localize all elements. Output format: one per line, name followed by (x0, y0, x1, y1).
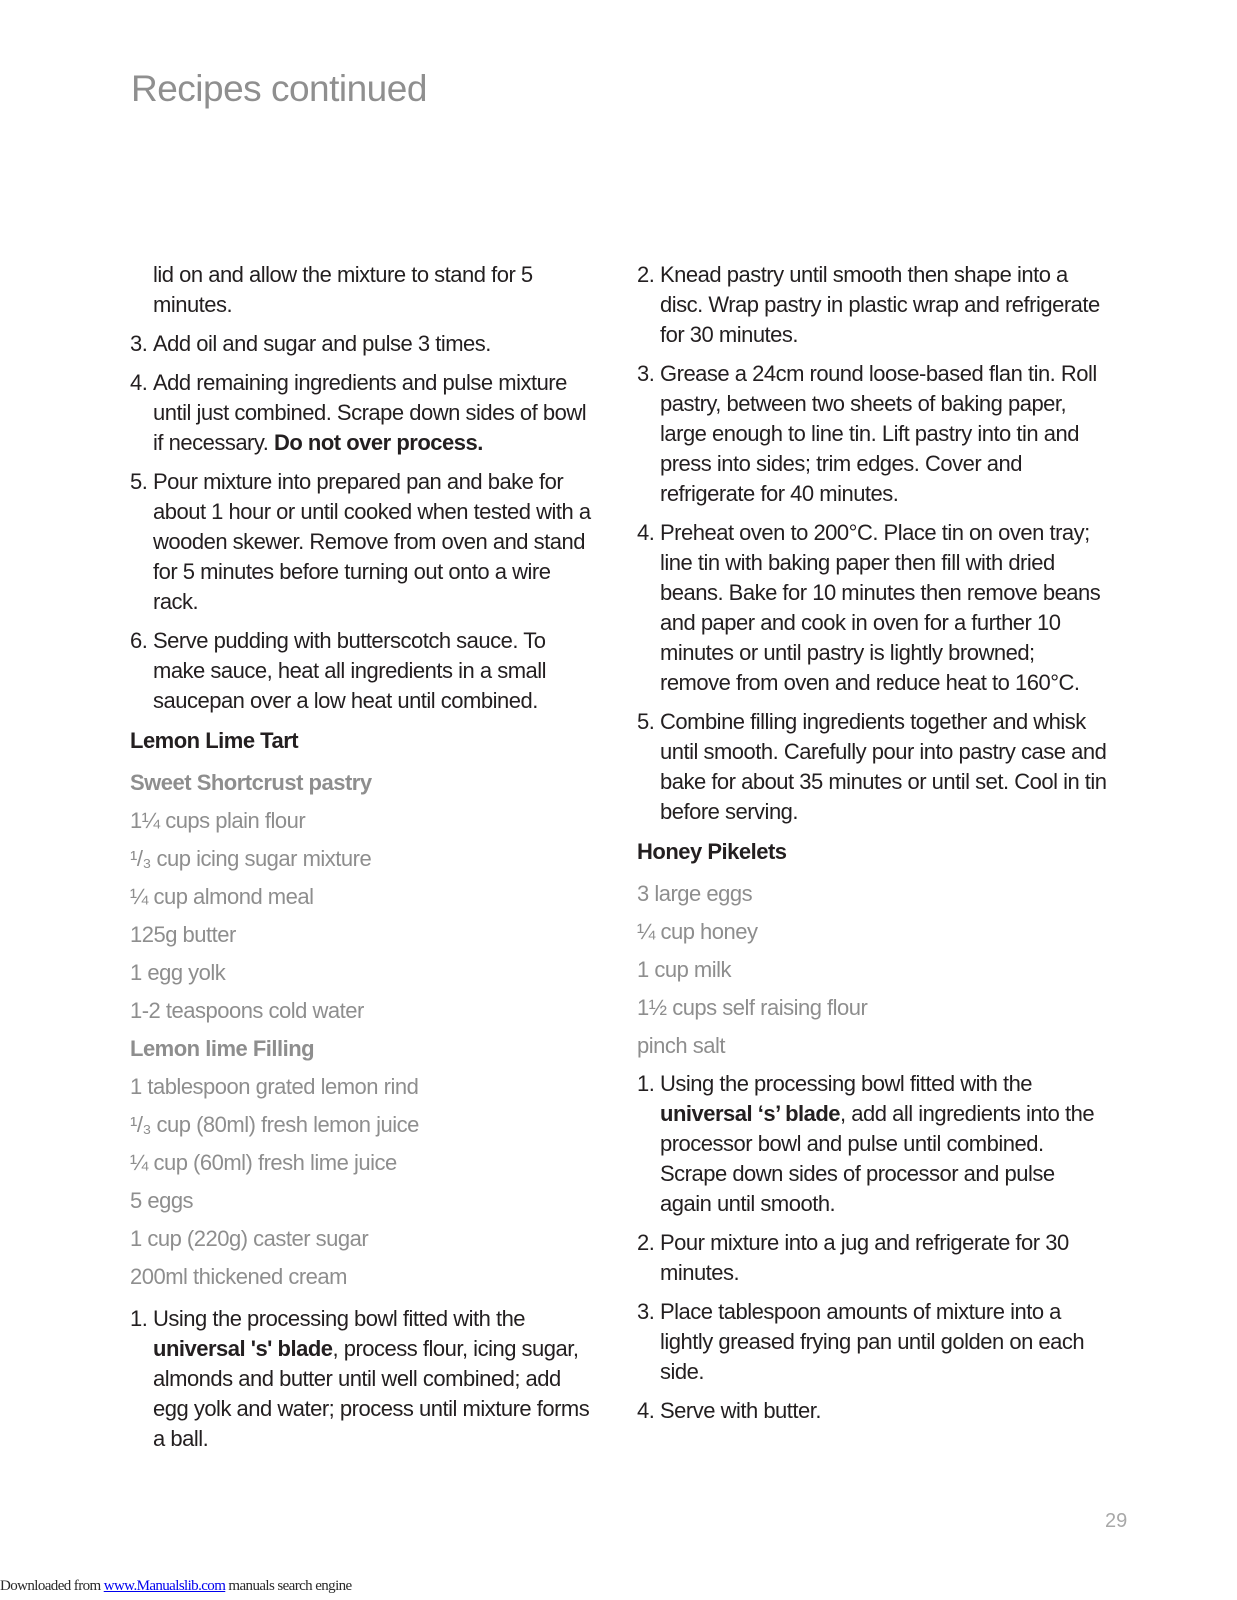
ingredient-item: 1 tablespoon grated lemon rind (130, 1074, 419, 1099)
footer-suffix: manuals search engine (225, 1578, 352, 1594)
step-text: Combine filling ingredients together and whisk until smooth. Carefully pour into pastry case and bake for about 35 minutes or until set. Cool in tin before serving. (660, 709, 1107, 824)
left-column (130, 260, 600, 1463)
ingredient-item: 3 large eggs (637, 881, 753, 906)
step-text: Grease a 24cm round loose-based flan tin. Roll pastry, between two sheets of baking paper, large enough to line tin. Lift pastry into tin and press into sides; trim edges. Cover and refrigerate for 40 minutes. (660, 361, 1097, 506)
step-item (637, 1396, 1107, 1426)
continued-step-text: lid on and allow the mixture to stand for 5 minutes. (153, 262, 533, 317)
step-item (637, 260, 1107, 350)
section-title: Sweet Shortcrust pastry (130, 770, 372, 795)
step-item (130, 329, 600, 359)
step-number: 4. (637, 520, 655, 545)
footer-prefix: Downloaded from (0, 1578, 104, 1594)
step-number: 5. (637, 709, 655, 734)
step-item (130, 368, 600, 458)
step-text: Knead pastry until smooth then shape into a disc. Wrap pastry in plastic wrap and refrigerate for 30 minutes. (660, 262, 1100, 347)
ingredient-item: ¹/₃ cup (80ml) fresh lemon juice (130, 1112, 419, 1137)
page-number: 29 (1105, 1510, 1128, 1532)
ingredient-item: 1 cup (220g) caster sugar (130, 1226, 369, 1251)
step-item (637, 1228, 1107, 1288)
right-column (637, 260, 1107, 1435)
step-emphasis: Do not over process. (273, 430, 483, 455)
ingredient-item: 1 egg yolk (130, 960, 226, 985)
step-text: Pour mixture into prepared pan and bake for about 1 hour or until cooked when tested with a wooden skewer. Remove from oven and stand for 5 minutes before turning out onto a wire rack. (153, 469, 591, 614)
manualslib-link[interactable]: www.Manualslib.com (103, 1578, 226, 1594)
step-text: Serve with butter. (660, 1398, 821, 1423)
step-text: Using the processing bowl fitted with the universal ‘s’ blade, add all ingredients into the processor bowl and pulse until combined. Scrape down sides of processor and pulse again until smooth. (660, 1071, 1095, 1216)
step-item (637, 1069, 1107, 1219)
ingredient-item: 1¼ cups plain flour (130, 808, 306, 833)
step-item (637, 707, 1107, 827)
step-text: Add remaining ingredients and pulse mixture until just combined. Scrape down sides of bowl if necessary. Do not over process. (153, 370, 587, 455)
ingredient-item: ¼ cup almond meal (130, 884, 314, 909)
step-item (637, 1297, 1107, 1387)
step-text: Preheat oven to 200°C. Place tin on oven tray; line tin with baking paper then fill with dried beans. Bake for 10 minutes then remove beans and paper and cook in oven for a further 10 minutes or until pastry is lightly browned; remove from oven and reduce heat to 160°C. (660, 520, 1101, 695)
section-title: Lemon lime Filling (130, 1036, 315, 1061)
step-text: Pour mixture into a jug and refrigerate for 30 minutes. (660, 1230, 1069, 1285)
recipe-title: Honey Pikelets (637, 839, 787, 864)
step-number: 1. (130, 1306, 148, 1331)
step-number: 2. (637, 262, 655, 287)
ingredient-item: 1½ cups self raising flour (637, 995, 868, 1020)
step-item (130, 626, 600, 716)
step-number: 4. (637, 1398, 655, 1423)
ingredient-item: ¹/₃ cup icing sugar mixture (130, 846, 372, 871)
step-item (637, 518, 1107, 698)
ingredient-item: ¼ cup (60ml) fresh lime juice (130, 1150, 397, 1175)
step-text: Add oil and sugar and pulse 3 times. (153, 331, 491, 356)
ingredient-item: 200ml thickened cream (130, 1264, 347, 1289)
step-item (130, 1304, 600, 1454)
step-item (130, 467, 600, 617)
ingredient-item: 1 cup milk (637, 957, 732, 982)
ingredient-item: ¼ cup honey (637, 919, 758, 944)
step-number: 3. (637, 1299, 655, 1324)
step-emphasis: universal 's' blade (153, 1336, 333, 1361)
step-number: 2. (637, 1230, 655, 1255)
ingredient-item: 1-2 teaspoons cold water (130, 998, 364, 1023)
recipe-title: Lemon Lime Tart (130, 728, 299, 753)
step-text: Place tablespoon amounts of mixture into a lightly greased frying pan until golden on each side. (660, 1299, 1085, 1384)
page-title: Recipes continued (131, 68, 427, 109)
footer-download-note (0, 1578, 352, 1595)
step-text: Serve pudding with butterscotch sauce. To make sauce, heat all ingredients in a small saucepan over a low heat until combined. (153, 628, 547, 713)
step-number: 3. (637, 361, 655, 386)
ingredient-item: 125g butter (130, 922, 236, 947)
ingredient-item: pinch salt (637, 1033, 725, 1058)
step-emphasis: universal ‘s’ blade (660, 1101, 841, 1126)
step-number: 5. (130, 469, 148, 494)
ingredient-item: 5 eggs (130, 1188, 194, 1213)
step-number: 3. (130, 331, 148, 356)
step-text: Using the processing bowl fitted with the universal 's' blade, process flour, icing sugar, almonds and butter until well combined; add egg yolk and water; process until mixture forms a ball. (153, 1306, 590, 1451)
step-number: 1. (637, 1071, 655, 1096)
step-number: 6. (130, 628, 148, 653)
step-number: 4. (130, 370, 148, 395)
step-item (637, 359, 1107, 509)
